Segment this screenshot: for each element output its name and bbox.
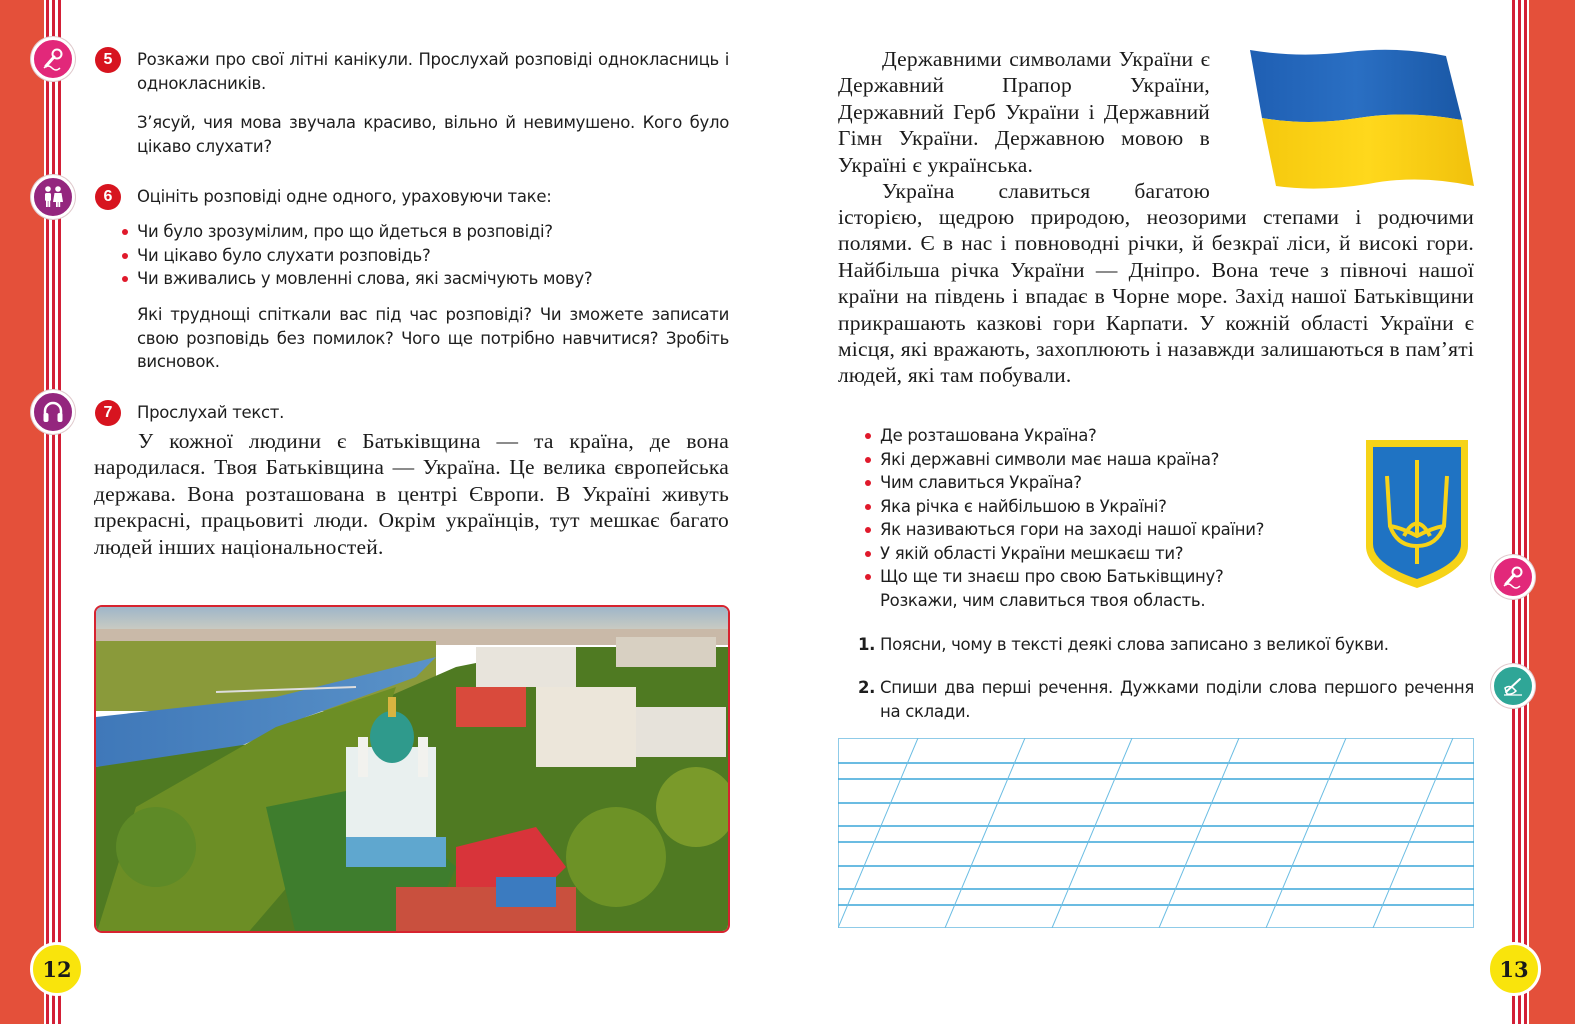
list-item: Чи цікаво було слухати розповідь? — [119, 244, 729, 268]
task-6-instruction: Оцініть розповіді одне одного, ураховуючи таке: — [137, 187, 552, 206]
task-number-badge: 7 — [95, 400, 121, 426]
symbols-paragraph — [838, 46, 1210, 204]
left-margin-stripes — [44, 0, 62, 1024]
ukraine-coat-of-arms-image — [1362, 436, 1472, 591]
right-margin-stripes — [1510, 0, 1528, 1024]
exercise-1 — [858, 633, 1474, 657]
children-pair-icon — [31, 175, 75, 219]
microphone-icon — [31, 37, 75, 81]
task-5-paragraph: З’ясуй, чия мова звучала красиво, вільно й невимушено. Кого було цікаво слухати? — [137, 113, 729, 156]
symbols-text: Державними символами України є Державний Прапор України, Державний Герб України і Державний Гімн України. Державною мовою в Україні є українська. — [838, 47, 1210, 177]
exercise-2 — [858, 676, 1474, 723]
exercise-text: Поясни, чому в тексті деякі слова записано з великої букви. — [880, 635, 1389, 654]
glory-text-start: Україна славиться багатою — [882, 179, 1210, 204]
task-6-criteria-list — [119, 220, 729, 291]
page-number-right: 13 — [1487, 942, 1541, 996]
ukraine-flag-image — [1238, 46, 1474, 192]
discussion-questions-list — [862, 424, 1332, 612]
left-margin-band — [0, 0, 44, 1024]
list-item: Де розташована Україна? — [862, 424, 1332, 448]
list-item: Яка річка є найбільшою в Україні? — [862, 495, 1332, 519]
task-number-badge: 6 — [95, 184, 121, 210]
exercise-number: 2. — [858, 678, 876, 697]
headphones-icon — [31, 390, 75, 434]
list-item: Чи було зрозумілим, про що йдеться в розповіді? — [119, 220, 729, 244]
handwriting-practice-lines[interactable] — [838, 738, 1474, 928]
task-number-badge: 5 — [95, 47, 121, 73]
list-item: У якій області України мешкаєш ти? — [862, 542, 1332, 566]
exercise-text: Спиши два перші речення. Дужками поділи слова першого речення на склади. — [880, 678, 1474, 721]
task-5-instruction: Розкажи про свої літні канікули. Прослухай розповіді однокласниць і однокласників. — [137, 50, 729, 93]
list-item: Чи вживались у мовленні слова, які засмічують мову? — [119, 267, 729, 291]
task-6-paragraph: Які труднощі спіткали вас під час розповіді? Чи зможете записати свою розповідь без помилок? Чого ще потрібно навчитися? Зробіть висновок. — [137, 305, 729, 371]
writing-hand-icon — [1491, 664, 1535, 708]
microphone-icon — [1491, 555, 1535, 599]
glory-paragraph: історією, щедрою природою, неозорими степами і родючими полями. Є в нас і повноводні річки, й безкраї ліси, й високі гори. Найбільша річка України — Дніпро. Вона тече з півночі нашої країни на південь і впадає в Чорне море. Захід нашої Батьківщини прикрашають казкові гори Карпати. У кожній області України є місця, які вражають, захоплюють і назавжди залишаються в пам’яті людей, які там побували. — [838, 205, 1474, 388]
list-item: Як називаються гори на заході нашої країни? — [862, 518, 1332, 542]
exercise-number: 1. — [858, 635, 876, 654]
list-item: Що ще ти знаєш про свою Батьківщину? Розкажи, чим славиться твоя область. — [862, 565, 1262, 612]
list-item: Які державні символи має наша країна? — [862, 448, 1332, 472]
reading-text-homeland: У кожної людини є Батьківщина — та країна, де вона народилася. Твоя Батьківщина — Україна. Це велика європейська держава. Вона розташована в центрі Європи. В Україні живуть прекрасні, працьовиті люди. Окрім українців, тут мешкає багато людей інших національностей. — [94, 429, 729, 559]
list-item: Чим славиться Україна? — [862, 471, 1332, 495]
right-margin-band — [1529, 0, 1575, 1024]
page-number-left: 12 — [30, 942, 84, 996]
kyiv-aerial-photo — [94, 605, 730, 933]
task-7-instruction: Прослухай текст. — [137, 403, 285, 422]
